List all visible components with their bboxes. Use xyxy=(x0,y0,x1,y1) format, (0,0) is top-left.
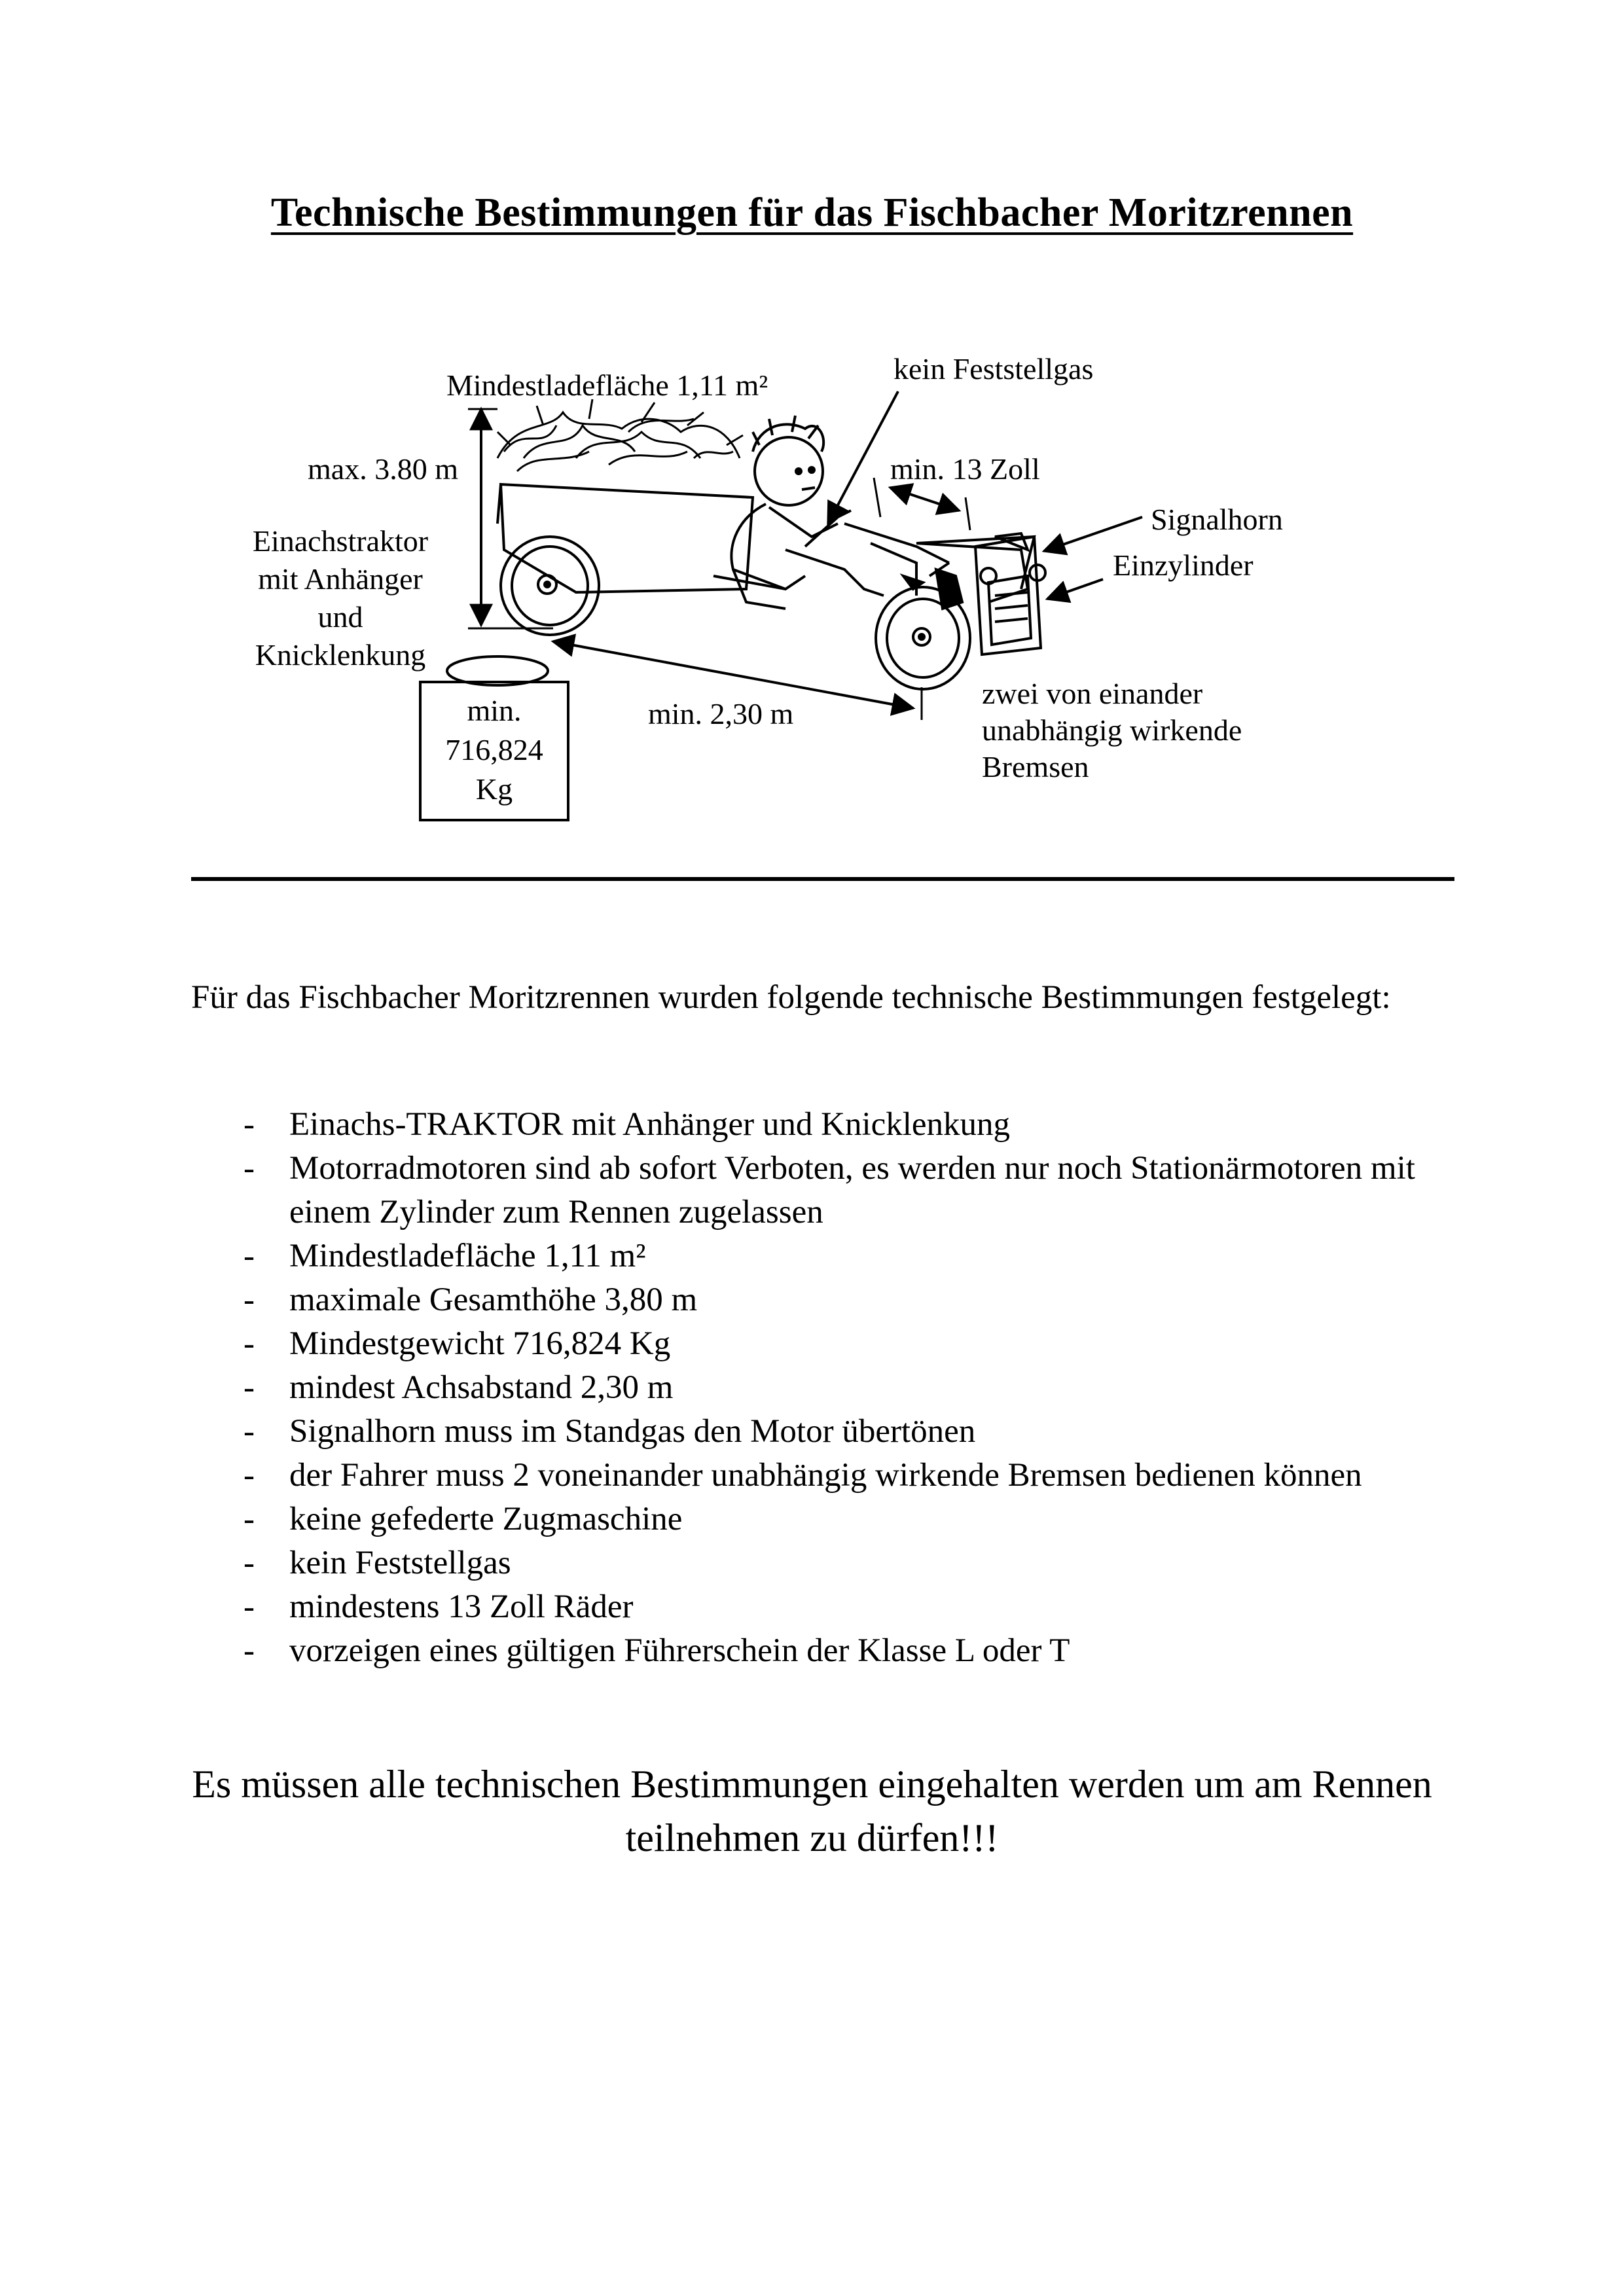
weight-box xyxy=(419,681,569,821)
list-item xyxy=(236,1629,1466,1673)
bullet-dash: - xyxy=(244,1457,255,1494)
bullet-dash: - xyxy=(244,1545,255,1581)
rule-text: vorzeigen eines gültigen Führerschein der Klasse L oder T xyxy=(289,1632,1070,1669)
vehicle-type-line: mit Anhänger xyxy=(258,562,423,596)
hay-load-drawing xyxy=(497,399,743,471)
list-item xyxy=(236,1541,1466,1585)
label-vehicle-type xyxy=(242,522,439,674)
trailer-wheel-drawing xyxy=(501,537,599,635)
rule-text: Mindestgewicht 716,824 Kg xyxy=(289,1325,671,1362)
rule-text: Signalhorn muss im Standgas den Motor übertönen xyxy=(289,1413,976,1450)
label-wheelbase: min. 2,30 m xyxy=(648,697,794,730)
bullet-dash: - xyxy=(244,1588,255,1625)
einzylinder-pointer xyxy=(1047,579,1103,599)
list-item xyxy=(236,1410,1466,1454)
list-item xyxy=(236,1366,1466,1410)
rule-text: der Fahrer muss 2 voneinander unabhängig wirkende Bremsen bedienen können xyxy=(289,1457,1362,1494)
weight-line: 716,824 xyxy=(445,733,543,766)
divider-rule xyxy=(191,877,1454,881)
rule-text: kein Feststellgas xyxy=(289,1545,511,1581)
vehicle-type-line: Knicklenkung xyxy=(255,638,426,672)
bullet-dash: - xyxy=(244,1632,255,1669)
vehicle-type-line: Einachstraktor xyxy=(252,524,429,558)
brakes-line: Bremsen xyxy=(982,750,1089,783)
driver-drawing xyxy=(731,416,884,609)
list-item xyxy=(236,1322,1466,1366)
weight-line: Kg xyxy=(475,772,513,806)
bullet-dash: - xyxy=(244,1150,255,1187)
brakes-line: unabhängig wirkende xyxy=(982,713,1242,747)
bullet-dash: - xyxy=(244,1282,255,1318)
rule-text: keine gefederte Zugmaschine xyxy=(289,1501,683,1537)
bullet-dash: - xyxy=(244,1238,255,1274)
list-item xyxy=(236,1234,1466,1278)
weight-line: min. xyxy=(467,694,522,727)
rules-list xyxy=(236,1103,1466,1673)
bullet-dash: - xyxy=(244,1501,255,1537)
tractor-wheel-drawing xyxy=(876,587,970,689)
intro-paragraph: Für das Fischbacher Moritzrennen wurden folgende technische Bestimmungen festgelegt: xyxy=(191,979,1391,1016)
page-title-text: Technische Bestimmungen für das Fischbacher Moritzrennen xyxy=(270,190,1354,235)
label-brakes xyxy=(982,675,1242,785)
list-item xyxy=(236,1278,1466,1322)
bullet-dash: - xyxy=(244,1413,255,1450)
feststellgas-pointer xyxy=(828,391,898,524)
rule-text: mindestens 13 Zoll Räder xyxy=(289,1588,634,1625)
bullet-dash: - xyxy=(244,1325,255,1362)
tractor-body-drawing xyxy=(805,511,1028,609)
label-max-height: max. 3.80 m xyxy=(308,452,458,486)
list-item xyxy=(236,1147,1466,1234)
brakes-line: zwei von einander xyxy=(982,677,1203,710)
label-no-parking-gas: kein Feststellgas xyxy=(893,352,1094,386)
rule-text: maximale Gesamthöhe 3,80 m xyxy=(289,1282,698,1318)
list-item xyxy=(236,1103,1466,1147)
label-wheel-size: min. 13 Zoll xyxy=(890,452,1040,486)
weight-label xyxy=(422,691,567,809)
list-item xyxy=(236,1454,1466,1498)
closing-statement: Es müssen alle technischen Bestimmungen eingehalten werden um am Rennen teilnehmen zu dürfen!!! xyxy=(192,1763,1432,1859)
tractor-diagram xyxy=(0,0,1624,916)
vehicle-type-line: und xyxy=(317,600,363,634)
list-item xyxy=(236,1498,1466,1541)
wheel-size-dimension-arrow xyxy=(890,488,959,511)
list-item xyxy=(236,1585,1466,1629)
rule-text: Mindestladefläche 1,11 m² xyxy=(289,1238,646,1274)
label-horn: Signalhorn xyxy=(1151,503,1283,536)
label-cylinder: Einzylinder xyxy=(1113,548,1254,582)
rule-text: mindest Achsabstand 2,30 m xyxy=(289,1369,674,1406)
rule-text: Motorradmotoren sind ab sofort Verboten, es werden nur noch Stationärmotoren mit einem Zylinder zum Rennen zugelassen xyxy=(289,1150,1415,1230)
bullet-dash: - xyxy=(244,1106,255,1143)
rule-text: Einachs-TRAKTOR mit Anhänger und Knicklenkung xyxy=(289,1106,1011,1143)
label-loading-area: Mindestladefläche 1,11 m² xyxy=(446,368,768,402)
bullet-dash: - xyxy=(244,1369,255,1406)
engine-hood-drawing xyxy=(916,537,1045,655)
